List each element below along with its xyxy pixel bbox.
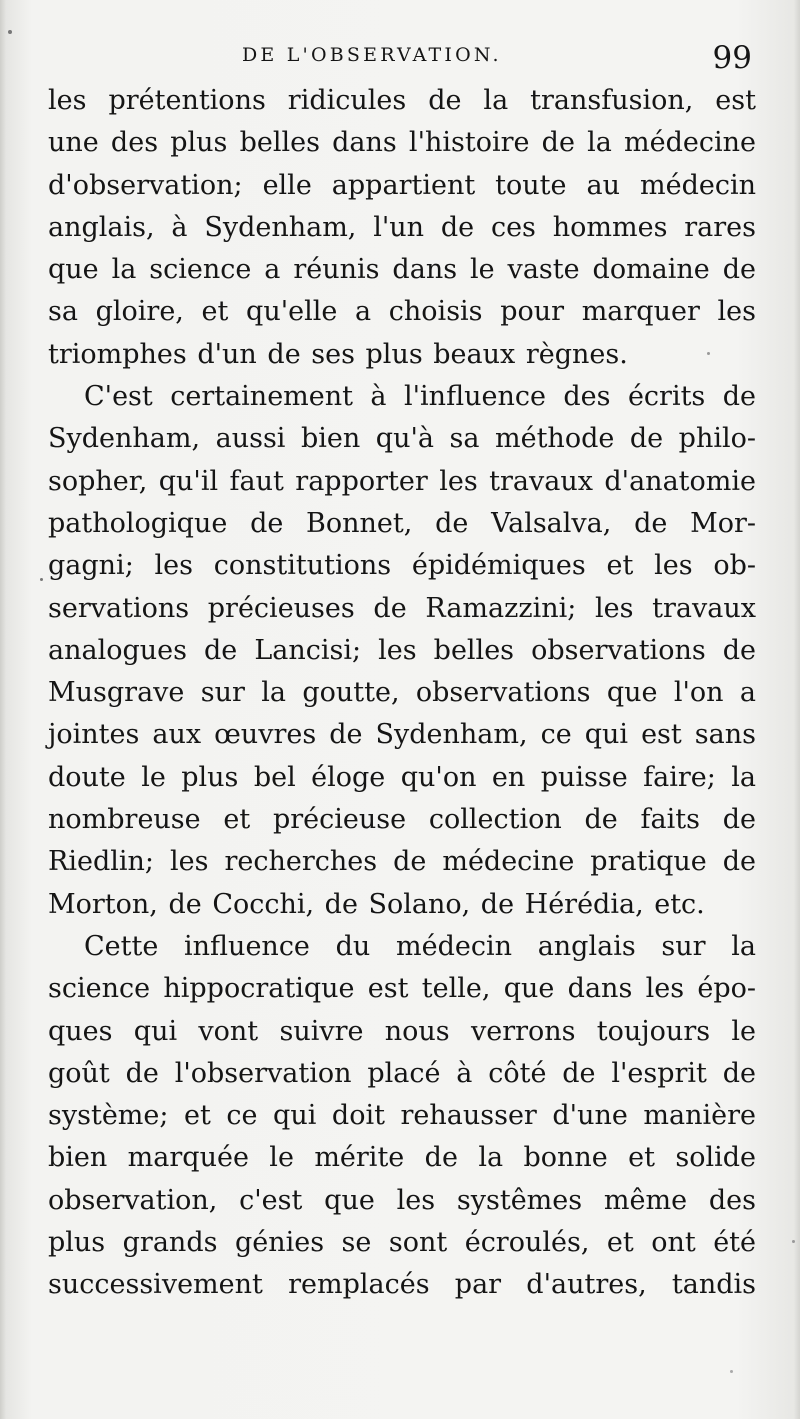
text-line: observation, c'est que les systêmes même des <box>48 1184 756 1216</box>
text-line: science hippocratique est telle, que dans les épo- <box>48 973 756 1005</box>
paper-speck <box>730 1370 733 1373</box>
paragraph-end-line: Morton, de Cocchi, de Solano, de Hérédia, etc. <box>48 888 705 920</box>
text-line: successivement remplacés par d'autres, tandis <box>48 1269 756 1301</box>
text-line: ques qui vont suivre nous verrons toujours le <box>48 1015 756 1047</box>
text-line: servations précieuses de Ramazzini; les travaux <box>48 592 756 624</box>
body-text <box>48 80 756 1307</box>
text-line: sopher, qu'il faut rapporter les travaux d'anatomie <box>48 465 756 497</box>
text-line: nombreuse et précieuse collection de faits de <box>48 804 756 836</box>
text-line: sa gloire, et qu'elle a choisis pour marquer les <box>48 296 756 328</box>
text-line: doute le plus bel éloge qu'on en puisse faire; la <box>48 761 756 793</box>
text-line: d'observation; elle appartient toute au médecin <box>48 169 756 201</box>
text-line: pathologique de Bonnet, de Valsalva, de Mor- <box>48 507 756 539</box>
text-line: les prétentions ridicules de la transfusion, est <box>48 85 756 116</box>
text-line: Musgrave sur la goutte, observations que l'on a <box>48 677 756 709</box>
page-left-edge-shadow <box>0 0 6 1419</box>
text-line: analogues de Lancisi; les belles observations de <box>48 634 756 666</box>
paragraph-start-line: Cette influence du médecin anglais sur la <box>84 930 756 962</box>
text-line: Sydenham, aussi bien qu'à sa méthode de philo- <box>48 423 756 455</box>
text-line: goût de l'observation placé à côté de l'esprit de <box>48 1057 756 1089</box>
text-line: gagni; les constitutions épidémiques et les ob- <box>48 550 756 582</box>
paper-speck <box>707 352 710 355</box>
page-right-edge-shadow <box>794 0 800 1419</box>
text-line: une des plus belles dans l'histoire de la médecine <box>48 127 756 159</box>
paragraph-start-line: C'est certainement à l'influence des écrits de <box>84 381 756 413</box>
running-title: DE L'OBSERVATION. <box>242 44 502 66</box>
text-line: plus grands génies se sont écroulés, et ont été <box>48 1227 756 1259</box>
paper-speck <box>792 1240 795 1243</box>
paragraph-end-line: triomphes d'un de ses plus beaux règnes. <box>48 338 628 370</box>
text-line: système; et ce qui doit rehausser d'une manière <box>48 1100 756 1132</box>
text-line: anglais, à Sydenham, l'un de ces hommes rares <box>48 211 756 243</box>
text-line: Riedlin; les recherches de médecine pratique de <box>48 846 756 878</box>
text-line: jointes aux œuvres de Sydenham, ce qui est sans <box>48 719 756 751</box>
paper-speck <box>40 578 43 581</box>
text-line: bien marquée le mérite de la bonne et solide <box>48 1142 756 1174</box>
page-header <box>48 38 756 78</box>
page-number: 99 <box>712 40 752 76</box>
text-line: que la science a réunis dans le vaste domaine de <box>48 254 756 286</box>
paper-speck <box>8 30 12 34</box>
